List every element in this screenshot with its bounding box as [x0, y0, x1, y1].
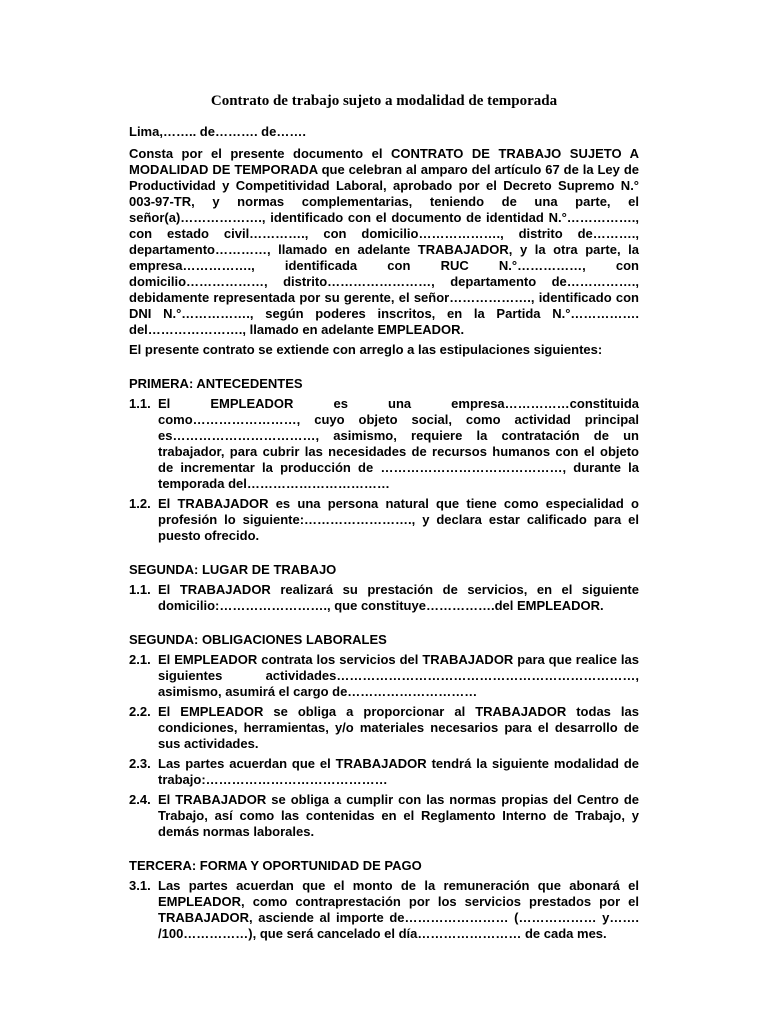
section-heading-lugar-de-trabajo: SEGUNDA: LUGAR DE TRABAJO	[129, 562, 337, 577]
clause	[129, 704, 639, 752]
clause-number: 1.1.	[129, 582, 151, 597]
section-heading-forma-de-pago: TERCERA: FORMA Y OPORTUNIDAD DE PAGO	[129, 858, 422, 873]
intro-paragraph: Consta por el presente documento el CONTRATO DE TRABAJO SUJETO A MODALIDAD DE TEMPORADA que celebran al amparo del artículo 67 de la Ley de Productividad y Competitividad Laboral, aprobado por el Decreto Supremo N.° 003-97-TR, y normas complementarias, teniendo de una parte, el señor(a)………………., identificado con el documento de identidad N.°……………., con estado civil…………., con domicilio………………., distrito de………., departamento…………, llamado en adelante TRABAJADOR, y la otra parte, la empresa……………., identificada con RUC N.°……………, con domicilio………………, distrito……………………, departamento de……………., debidamente representada por su gerente, el señor………………., identificado con DNI N.°……………., según poderes inscritos, en la Partida N.°……………. del…………………., llamado en adelante EMPLEADOR.	[129, 146, 639, 337]
section-heading-obligaciones: SEGUNDA: OBLIGACIONES LABORALES	[129, 632, 387, 647]
clause-text: El EMPLEADOR se obliga a proporcionar al TRABAJADOR todas las condiciones, herramientas, y/o materiales necesarios para el desarrollo de sus actividades.	[158, 704, 639, 751]
clause-number: 2.4.	[129, 792, 151, 807]
clause-number: 1.1.	[129, 396, 151, 411]
clause	[129, 792, 639, 840]
clause-text: Las partes acuerdan que el TRABAJADOR tendrá la siguiente modalidad de trabajo:……………………………………	[158, 756, 639, 787]
clause-text: El EMPLEADOR es una empresa……………constituida como……………………, cuyo objeto social, como actividad principal es……………………………, asimismo, requiere la contratación de un trabajador, para cubrir las necesidades de recursos humanos con el objeto de incrementar la producción de ……………………………………, durante la temporada del……………………………	[158, 396, 639, 491]
document-body	[129, 124, 639, 946]
clause-number: 1.2.	[129, 496, 151, 511]
extension-paragraph: El presente contrato se extiende con arreglo a las estipulaciones siguientes:	[129, 342, 603, 357]
clause-number: 3.1.	[129, 878, 151, 893]
date-line: Lima,…….. de………. de…….	[129, 124, 306, 139]
clause	[129, 652, 639, 700]
clause-number: 2.3.	[129, 756, 151, 771]
clause-number: 2.1.	[129, 652, 151, 667]
document-title: Contrato de trabajo sujeto a modalidad de temporada	[210, 93, 558, 109]
clause-text: El EMPLEADOR contrata los servicios del TRABAJADOR para que realice las siguientes actividades……………………………………………………………, asimismo, asumirá el cargo de…………………………	[158, 652, 639, 699]
clause	[129, 396, 639, 492]
clause-text: El TRABAJADOR es una persona natural que tiene como especialidad o profesión lo siguiente:……………………., y declara estar calificado para el puesto ofrecido.	[158, 496, 639, 543]
clause-text: El TRABAJADOR se obliga a cumplir con las normas propias del Centro de Trabajo, así como las contenidas en el Reglamento Interno de Trabajo, y demás normas laborales.	[158, 792, 639, 839]
clause-text: El TRABAJADOR realizará su prestación de servicios, en el siguiente domicilio:……………………., que constituye…………….del EMPLEADOR.	[158, 582, 639, 613]
clause-number: 2.2.	[129, 704, 151, 719]
clause	[129, 582, 639, 614]
clause	[129, 756, 639, 788]
clause	[129, 496, 639, 544]
clause-text: Las partes acuerdan que el monto de la remuneración que abonará el EMPLEADOR, como contraprestación por los servicios prestados por el TRABAJADOR, asciende al importe de…………………… (……………… y……. /100……………), que será cancelado el día…………………… de cada mes.	[158, 878, 639, 941]
section-heading-antecedentes: PRIMERA: ANTECEDENTES	[129, 376, 303, 391]
clause	[129, 878, 639, 942]
